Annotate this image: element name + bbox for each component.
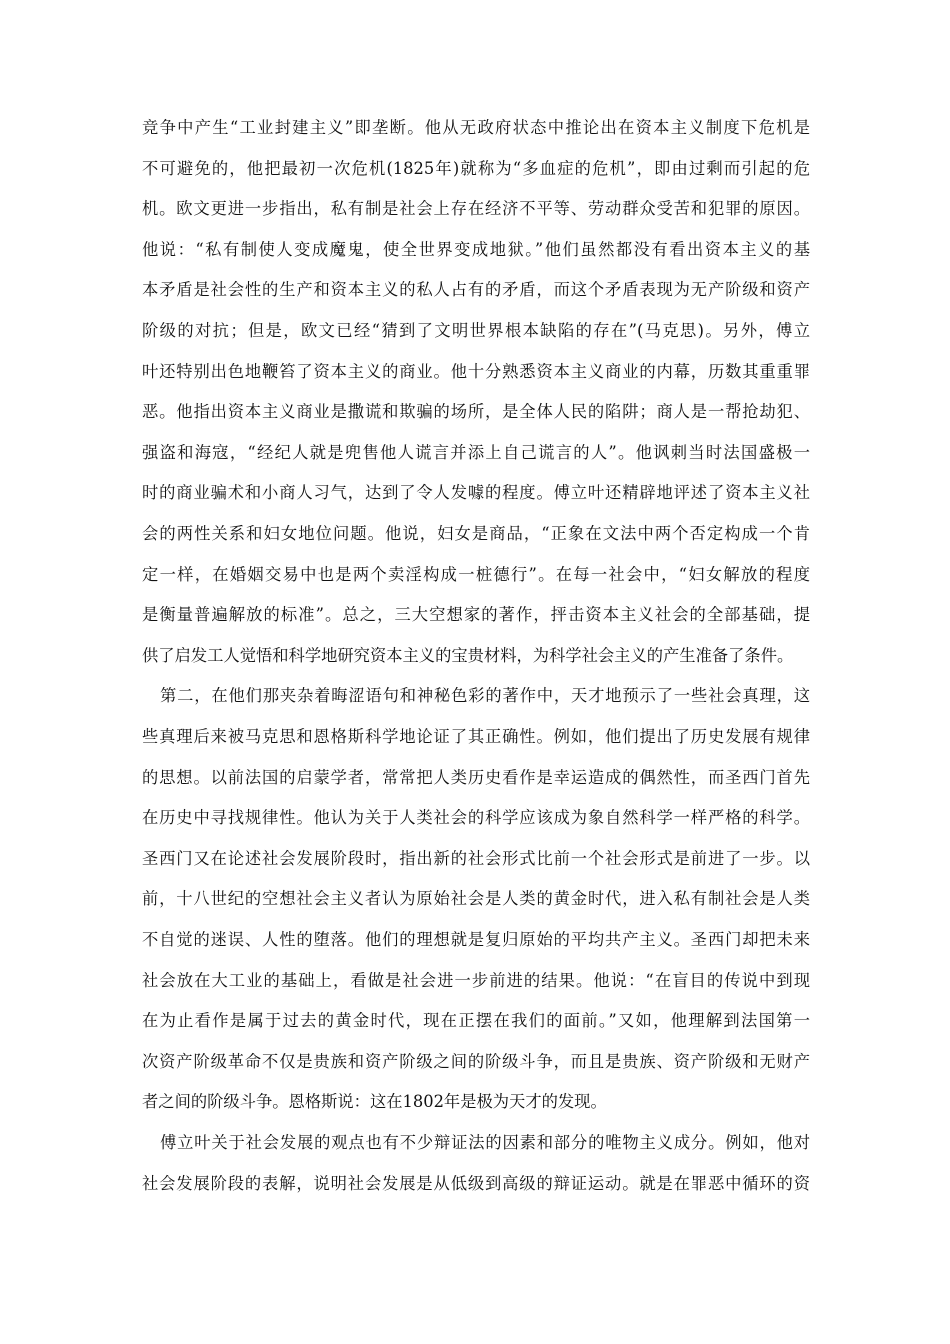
text-line: 会的两性关系和妇女地位问题。他说，妇女是商品，“正象在文法中两个否定构成一个肯 — [142, 524, 810, 543]
text-line: 竞争中产生“工业封建主义”即垄断。他从无政府状态中推论出在资本主义制度下危机是 — [142, 118, 810, 137]
text-line: 是衡量普遍解放的标准”。总之，三大空想家的著作，抨击资本主义社会的全部基础，提 — [142, 605, 810, 625]
text-line: 第二，在他们那夹杂着晦涩语句和神秘色彩的著作中，天才地预示了一些社会真理，这 — [160, 686, 810, 706]
text-line: 次资产阶级革命不仅是贵族和资产阶级之间的阶级斗争，而且是贵族、资产阶级和无财产 — [142, 1051, 810, 1071]
text-line: 者之间的阶级斗争。恩格斯说：这在1802年是极为天才的发现。 — [142, 1092, 607, 1112]
text-line: 在历史中寻找规律性。他认为关于人类社会的科学应该成为象自然科学一样严格的科学。 — [142, 808, 810, 828]
text-line: 不可避免的，他把最初一次危机(1825年)就称为“多血症的危机”，即由过剩而引起的危 — [142, 158, 810, 178]
text-line: 前，十八世纪的空想社会主义者认为原始社会是人类的黄金时代，进入私有制社会是人类 — [142, 889, 810, 909]
text-line: 强盗和海寇，“经纪人就是兜售他人谎言并添上自己谎言的人”。他讽刺当时法国盛极一 — [142, 442, 810, 462]
text-line: 傅立叶关于社会发展的观点也有不少辩证法的因素和部分的唯物主义成分。例如，他对 — [160, 1133, 810, 1152]
text-line: 阶级的对抗；但是，欧文已经“猜到了文明世界根本缺陷的存在”(马克思)。另外，傅立 — [142, 321, 810, 340]
text-line: 不自觉的迷误、人性的堕落。他们的理想就是复归原始的平均共产主义。圣西门却把未来 — [142, 930, 810, 949]
text-line: 供了启发工人觉悟和科学地研究资本主义的宝贵材料，为科学社会主义的产生准备了条件。 — [142, 645, 794, 665]
text-line: 些真理后来被马克思和恩格斯科学地论证了其正确性。例如，他们提出了历史发展有规律 — [142, 727, 810, 746]
text-line: 的思想。以前法国的启蒙学者，常常把人类历史看作是幸运造成的偶然性，而圣西门首先 — [142, 767, 810, 787]
text-line: 机。欧文更进一步指出，私有制是社会上存在经济不平等、劳动群众受苦和犯罪的原因。 — [142, 199, 810, 219]
text-line: 时的商业骗术和小商人习气，达到了令人发噱的程度。傅立叶还精辟地评述了资本主义社 — [142, 483, 810, 503]
text-line: 圣西门又在论述社会发展阶段时，指出新的社会形式比前一个社会形式是前进了一步。以 — [142, 848, 810, 868]
text-line: 社会放在大工业的基础上，看做是社会进一步前进的结果。他说：“在盲目的传说中到现 — [142, 970, 810, 990]
text-line: 叶还特别出色地鞭笞了资本主义的商业。他十分熟悉资本主义商业的内幕，历数其重重罪 — [142, 361, 810, 381]
text-line: 在为止看作是属于过去的黄金时代，现在正摆在我们的面前。”又如，他理解到法国第一 — [142, 1011, 810, 1031]
text-line: 恶。他指出资本主义商业是撒谎和欺骗的场所，是全体人民的陷阱；商人是一帮抢劫犯、 — [142, 402, 810, 422]
text-line: 定一样，在婚姻交易中也是两个卖淫构成一桩德行”。在每一社会中，“妇女解放的程度 — [142, 564, 810, 584]
text-line: 他说：“私有制使人变成魔鬼，使全世界变成地狱。”他们虽然都没有看出资本主义的基 — [142, 239, 810, 259]
text-line: 本矛盾是社会性的生产和资本主义的私人占有的矛盾，而这个矛盾表现为无产阶级和资产 — [142, 280, 810, 300]
text-line: 社会发展阶段的表解，说明社会发展是从低级到高级的辩证运动。就是在罪恶中循环的资 — [142, 1173, 810, 1193]
